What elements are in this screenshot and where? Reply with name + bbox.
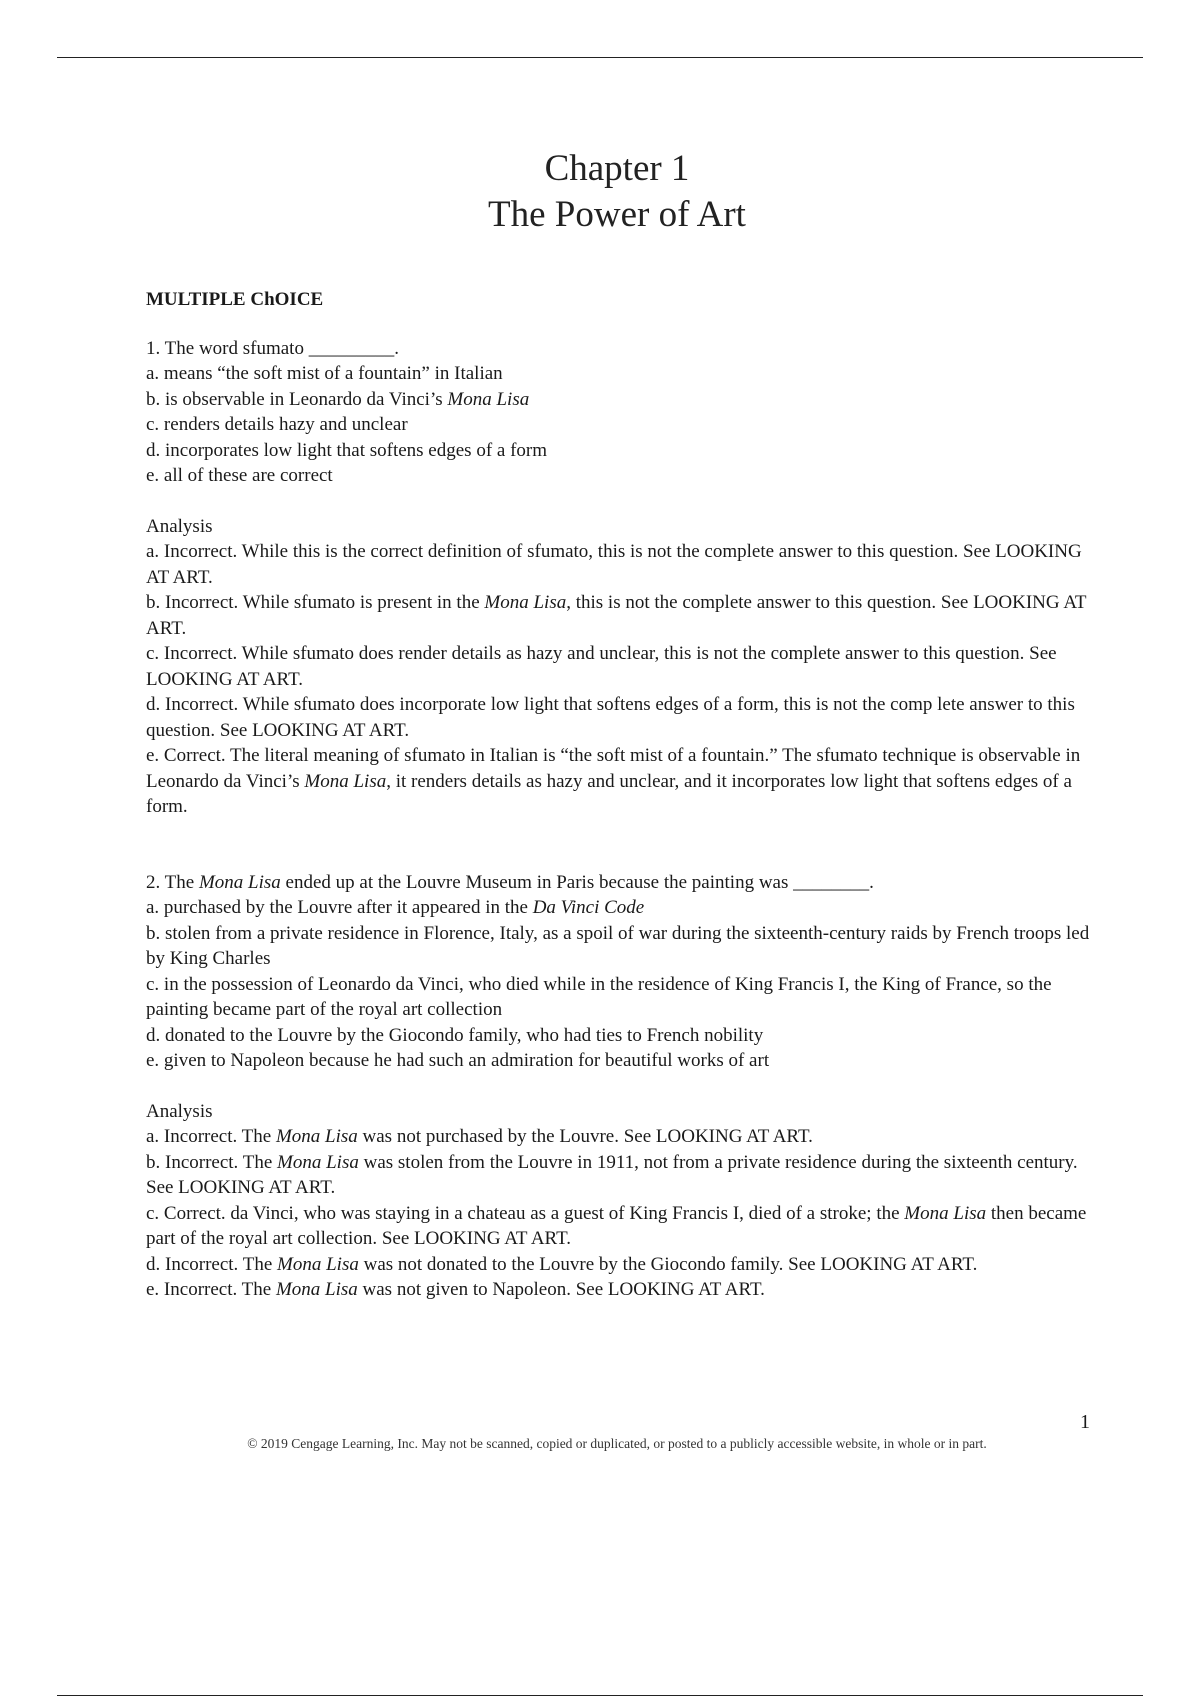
question-2-analysis xyxy=(146,1099,1096,1303)
chapter-title: The Power of Art xyxy=(488,194,746,235)
analysis-b: b. Incorrect. While sfumato is present in the Mona Lisa, this is not the complete answer to this question. See LOOKING AT ART. xyxy=(146,592,1087,639)
analysis-e: e. Correct. The literal meaning of sfumato in Italian is “the soft mist of a fountain.” The sfumato technique is observable in Leonardo da Vinci’s Mona Lisa, it renders details as hazy and unclear, and it incorporates low light that softens edges of a form. xyxy=(146,745,1081,817)
chapter-heading xyxy=(0,146,1200,238)
chapter-number: Chapter 1 xyxy=(544,148,690,189)
question-1-stem: 1. The word sfumato _________. xyxy=(146,337,399,359)
question-2-option-b: b. stolen from a private residence in Florence, Italy, as a spoil of war during the sixteenth-century raids by French troops led by King Charles xyxy=(146,922,1090,969)
section-title: MULTIPLE ChOICE xyxy=(146,289,324,310)
question-1-option-b: b. is observable in Leonardo da Vinci’s Mona Lisa xyxy=(146,388,530,410)
analysis-a: a. Incorrect. While this is the correct definition of sfumato, this is not the complete answer to this question. See LOOKING AT ART. xyxy=(146,541,1082,588)
analysis-label: Analysis xyxy=(146,1100,213,1122)
analysis-label: Analysis xyxy=(146,515,213,537)
question-2-option-d: d. donated to the Louvre by the Giocondo family, who had ties to French nobility xyxy=(146,1024,764,1046)
question-1-option-a: a. means “the soft mist of a fountain” in Italian xyxy=(146,363,503,384)
analysis-e: e. Incorrect. The Mona Lisa was not given to Napoleon. See LOOKING AT ART. xyxy=(146,1279,765,1300)
question-1-option-d: d. incorporates low light that softens edges of a form xyxy=(146,439,548,461)
copyright-notice: © 2019 Cengage Learning, Inc. May not be scanned, copied or duplicated, or posted to a publicly accessible website, in whole or in part. xyxy=(247,1436,987,1451)
question-1-option-e: e. all of these are correct xyxy=(146,465,333,486)
question-2-option-c: c. in the possession of Leonardo da Vinci, who died while in the residence of King Francis I, the King of France, so the painting became part of the royal art collection xyxy=(146,973,1052,1020)
question-2-option-e: e. given to Napoleon because he had such an admiration for beautiful works of art xyxy=(146,1050,770,1071)
question-2-stem: 2. The Mona Lisa ended up at the Louvre Museum in Paris because the painting was ________. xyxy=(146,871,874,893)
page-number: 1 xyxy=(1080,1411,1090,1433)
document-body xyxy=(146,287,1096,1303)
analysis-d: d. Incorrect. The Mona Lisa was not donated to the Louvre by the Giocondo family. See LOOKING AT ART. xyxy=(146,1253,978,1275)
question-1-option-c: c. renders details hazy and unclear xyxy=(146,414,408,435)
analysis-a: a. Incorrect. The Mona Lisa was not purchased by the Louvre. See LOOKING AT ART. xyxy=(146,1126,813,1147)
question-2-option-a: a. purchased by the Louvre after it appeared in the Da Vinci Code xyxy=(146,897,645,918)
bottom-rule xyxy=(57,1695,1143,1696)
analysis-c: c. Incorrect. While sfumato does render details as hazy and unclear, this is not the complete answer to this question. See LOOKING AT ART. xyxy=(146,643,1057,690)
question-1-analysis xyxy=(146,514,1096,820)
analysis-b: b. Incorrect. The Mona Lisa was stolen from the Louvre in 1911, not from a private residence during the sixteenth century. See LOOKING AT ART. xyxy=(146,1151,1078,1198)
analysis-d: d. Incorrect. While sfumato does incorporate low light that softens edges of a form, this is not the comp lete answer to this question. See LOOKING AT ART. xyxy=(146,694,1075,741)
question-2 xyxy=(146,870,1096,1074)
question-1 xyxy=(146,336,1096,489)
analysis-c: c. Correct. da Vinci, who was staying in a chateau as a guest of King Francis I, died of a stroke; the Mona Lisa then became part of the royal art collection. See LOOKING AT ART. xyxy=(146,1202,1087,1249)
top-rule xyxy=(57,57,1143,58)
